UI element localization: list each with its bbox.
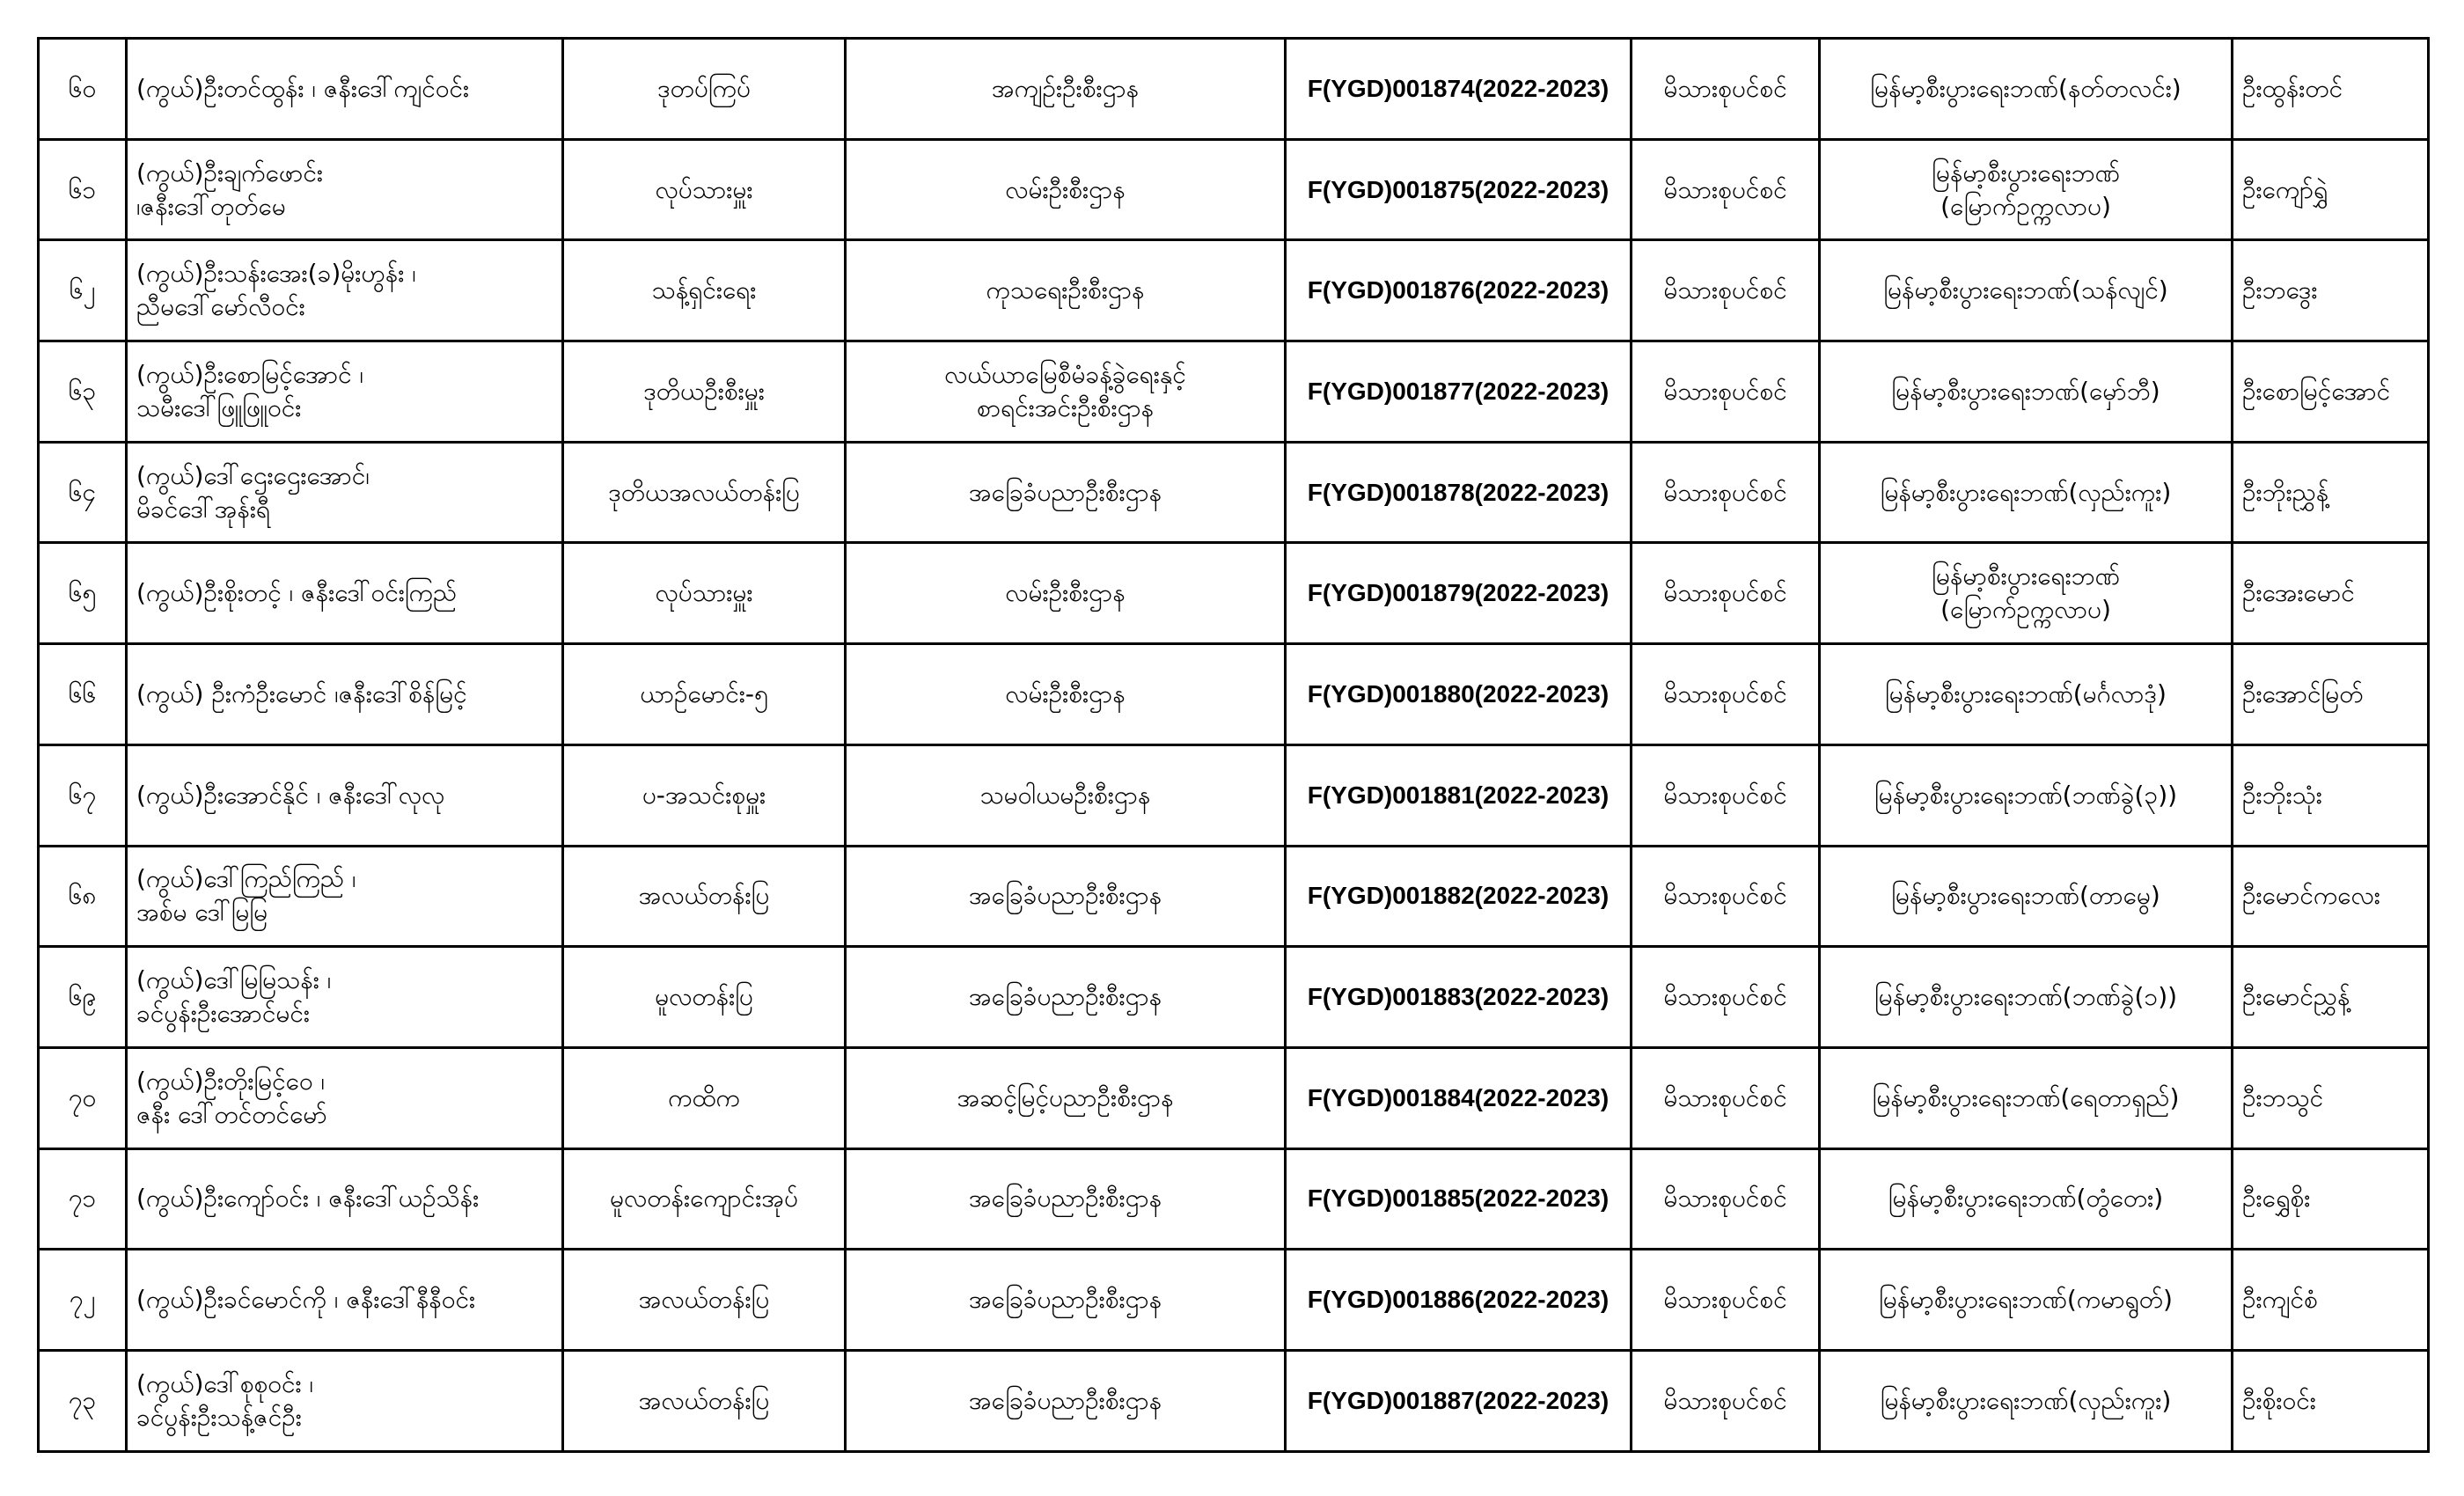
deceased-and-heir-name-cell [127, 543, 563, 644]
pension-code-cell: F(YGD)001881(2022-2023) [1286, 744, 1632, 846]
approver-name-cell: ဦးစောမြင့်အောင် [2233, 341, 2429, 443]
pension-type-cell: မိသားစုပင်စင် [1632, 240, 1820, 341]
deceased-and-heir-name-cell [127, 947, 563, 1048]
position-line: အလယ်တန်းပြ [638, 1285, 770, 1315]
department-line: လမ်းဦးစီးဌာန [1005, 174, 1126, 204]
department-cell [846, 139, 1286, 240]
bank-branch-line: မြန်မာ့စီးပွားရေးဘဏ်(ဘဏ်ခွဲ(၃)) [1874, 780, 2178, 810]
bank-branch-cell [1820, 442, 2233, 543]
pension-code-cell: F(YGD)001877(2022-2023) [1286, 341, 1632, 443]
pension-code-cell: F(YGD)001879(2022-2023) [1286, 543, 1632, 644]
position-cell [563, 1350, 846, 1451]
bank-branch-cell [1820, 1350, 2233, 1451]
department-line: အဆင့်မြင့်ပညာဦးစီးဌာန [957, 1082, 1174, 1112]
position-line: ကထိက [668, 1082, 740, 1112]
pension-type-cell: မိသားစုပင်စင် [1632, 442, 1820, 543]
position-cell [563, 1047, 846, 1148]
deceased-and-heir-name-line: (ကွယ်)ဦးစောမြင့်အောင် ၊ [136, 359, 363, 389]
deceased-and-heir-name-line: သမီးဒေါ်ဖြူဖြူဝင်း [136, 392, 302, 422]
row-number-cell: ၆၇ [39, 744, 127, 846]
deceased-and-heir-name-cell [127, 644, 563, 745]
bank-branch-cell [1820, 39, 2233, 140]
deceased-and-heir-name-line: (ကွယ်)ဦးအောင်နိုင် ၊ ဇနီးဒေါ်လုလု [136, 780, 445, 810]
row-number-cell: ၇၁ [39, 1148, 127, 1250]
deceased-and-heir-name-cell [127, 442, 563, 543]
department-line: လယ်ယာမြေစီမံခန့်ခွဲရေးနှင့် [944, 359, 1186, 389]
table-row [39, 240, 2429, 341]
bank-branch-line: မြန်မာ့စီးပွားရေးဘဏ်(နတ်တလင်း) [1870, 73, 2182, 103]
position-line: ဒုတိယအလယ်တန်းပြ [608, 477, 800, 507]
department-cell [846, 1148, 1286, 1250]
position-line: သန့်ရှင်းရေး [651, 275, 757, 305]
bank-branch-line: မြန်မာ့စီးပွားရေးဘဏ်(လှည်းကူး) [1880, 1385, 2172, 1415]
row-number-cell: ၆၃ [39, 341, 127, 443]
deceased-and-heir-name-line: (ကွယ်)ဦးခင်မောင်ကို ၊ ဇနီးဒေါ်နီနီဝင်း [136, 1285, 476, 1315]
bank-branch-cell [1820, 240, 2233, 341]
approver-name-cell: ဦးအောင်မြတ် [2233, 644, 2429, 745]
deceased-and-heir-name-line: (ကွယ်)ဒေါ်ကြည်ကြည် ၊ [136, 864, 356, 894]
table-row [39, 1350, 2429, 1451]
deceased-and-heir-name-cell [127, 139, 563, 240]
table-row [39, 139, 2429, 240]
pension-type-cell: မိသားစုပင်စင် [1632, 39, 1820, 140]
row-number-cell: ၇၀ [39, 1047, 127, 1148]
position-cell [563, 543, 846, 644]
pension-code-cell: F(YGD)001880(2022-2023) [1286, 644, 1632, 745]
department-line: လမ်းဦးစီးဌာန [1005, 578, 1126, 608]
deceased-and-heir-name-cell [127, 744, 563, 846]
bank-branch-cell [1820, 341, 2233, 443]
department-cell [846, 543, 1286, 644]
pension-type-cell: မိသားစုပင်စင် [1632, 341, 1820, 443]
row-number-cell: ၆၄ [39, 442, 127, 543]
bank-branch-line: မြန်မာ့စီးပွားရေးဘဏ်(မင်္ဂလာဒုံ) [1885, 678, 2167, 708]
position-cell [563, 341, 846, 443]
bank-branch-line: မြန်မာ့စီးပွားရေးဘဏ်(တွံတေး) [1888, 1184, 2164, 1214]
table-row [39, 644, 2429, 745]
pension-type-cell: မိသားစုပင်စင် [1632, 744, 1820, 846]
position-cell [563, 442, 846, 543]
pension-code-cell: F(YGD)001885(2022-2023) [1286, 1148, 1632, 1250]
bank-branch-line: မြန်မာ့စီးပွားရေးဘဏ်(မှော်ဘီ) [1891, 376, 2160, 406]
bank-branch-line: (မြောက်ဥက္ကလာပ) [1940, 595, 2111, 625]
department-line: အခြေခံပညာဦးစီးဌာန [968, 1285, 1162, 1315]
deceased-and-heir-name-line: ခင်ပွန်းဦးသန့်ဇင်ဦး [136, 1402, 302, 1432]
deceased-and-heir-name-line: ၊ဇနီးဒေါ်တုတ်မေ [136, 191, 286, 221]
table-row [39, 744, 2429, 846]
department-line: အကျဉ်းဦးစီးဌာန [991, 73, 1140, 103]
row-number-cell: ၆၀ [39, 39, 127, 140]
row-number-cell: ၆၁ [39, 139, 127, 240]
position-cell [563, 1250, 846, 1351]
position-line: အလယ်တန်းပြ [638, 881, 770, 911]
deceased-and-heir-name-line: (ကွယ်)ဒေါ်စုစုဝင်း ၊ [136, 1368, 313, 1398]
pension-code-cell: F(YGD)001886(2022-2023) [1286, 1250, 1632, 1351]
deceased-and-heir-name-line: အစ်မ ဒေါ်မြမြ [136, 898, 268, 928]
deceased-and-heir-name-line: (ကွယ်) ဦးကံဦးမောင် ၊ဇနီးဒေါ်စိန်မြင့် [136, 678, 467, 708]
bank-branch-line: မြန်မာ့စီးပွားရေးဘဏ်(လှည်းကူး) [1880, 477, 2172, 507]
bank-branch-cell [1820, 947, 2233, 1048]
department-line: အခြေခံပညာဦးစီးဌာန [968, 1385, 1162, 1415]
approver-name-cell: ဦးမောင်ကလေး [2233, 846, 2429, 947]
department-cell [846, 947, 1286, 1048]
position-line: လုပ်သားမှူး [655, 578, 753, 608]
position-line: အလယ်တန်းပြ [638, 1385, 770, 1415]
pension-records-table [37, 37, 2430, 1453]
table-row [39, 341, 2429, 443]
position-line: လုပ်သားမှူး [655, 174, 753, 204]
department-cell [846, 1250, 1286, 1351]
deceased-and-heir-name-line: မိခင်ဒေါ်အုန်းရီ [136, 494, 271, 524]
department-cell [846, 644, 1286, 745]
approver-name-cell: ဦးဘိုးသုံး [2233, 744, 2429, 846]
position-line: မူလတန်းကျောင်းအုပ် [610, 1184, 798, 1214]
department-cell [846, 1350, 1286, 1451]
position-cell [563, 139, 846, 240]
deceased-and-heir-name-line: (ကွယ်)ဦးတင်ထွန်း ၊ ဇနီးဒေါ်ကျင်ဝင်း [136, 73, 470, 103]
deceased-and-heir-name-cell [127, 1250, 563, 1351]
approver-name-cell: ဦးအေးမောင် [2233, 543, 2429, 644]
approver-name-cell: ဦးဘဒွေး [2233, 240, 2429, 341]
pension-type-cell: မိသားစုပင်စင် [1632, 1047, 1820, 1148]
bank-branch-cell [1820, 139, 2233, 240]
department-line: သမဝါယမဦးစီးဌာန [979, 780, 1151, 810]
deceased-and-heir-name-line: ဇနီး ဒေါ်တင်တင်မော် [136, 1099, 327, 1129]
approver-name-cell: ဦးမောင်ညွှန့် [2233, 947, 2429, 1048]
pension-code-cell: F(YGD)001884(2022-2023) [1286, 1047, 1632, 1148]
table-row [39, 442, 2429, 543]
approver-name-cell: ဦးရွှေစိုး [2233, 1148, 2429, 1250]
position-cell [563, 644, 846, 745]
deceased-and-heir-name-cell [127, 846, 563, 947]
deceased-and-heir-name-line: (ကွယ်)ဒေါ်ဌေးဌေးအောင်၊ [136, 460, 370, 490]
department-line: လမ်းဦးစီးဌာန [1005, 678, 1126, 708]
table-row [39, 39, 2429, 140]
bank-branch-line: မြန်မာ့စီးပွားရေးဘဏ် [1932, 561, 2120, 591]
bank-branch-line: မြန်မာ့စီးပွားရေးဘဏ် [1932, 158, 2120, 187]
department-cell [846, 39, 1286, 140]
deceased-and-heir-name-cell [127, 1350, 563, 1451]
approver-name-cell: ဦးဘသွင် [2233, 1047, 2429, 1148]
position-cell [563, 39, 846, 140]
department-line: အခြေခံပညာဦးစီးဌာန [968, 982, 1162, 1012]
bank-branch-cell [1820, 1047, 2233, 1148]
approver-name-cell: ဦးထွန်းတင် [2233, 39, 2429, 140]
bank-branch-cell [1820, 1148, 2233, 1250]
table-row [39, 1148, 2429, 1250]
department-cell [846, 846, 1286, 947]
pension-type-cell: မိသားစုပင်စင် [1632, 947, 1820, 1048]
approver-name-cell: ဦးကျင်စံ [2233, 1250, 2429, 1351]
row-number-cell: ၆၈ [39, 846, 127, 947]
department-cell [846, 341, 1286, 443]
row-number-cell: ၆၂ [39, 240, 127, 341]
pension-type-cell: မိသားစုပင်စင် [1632, 846, 1820, 947]
table-row [39, 1250, 2429, 1351]
department-cell [846, 1047, 1286, 1148]
row-number-cell: ၇၃ [39, 1350, 127, 1451]
approver-name-cell: ဦးစိုးဝင်း [2233, 1350, 2429, 1451]
table-row [39, 543, 2429, 644]
bank-branch-cell [1820, 1250, 2233, 1351]
department-cell [846, 442, 1286, 543]
deceased-and-heir-name-line: (ကွယ်)ဦးကျော်ဝင်း ၊ ဇနီးဒေါ်ယဉ်သိန်း [136, 1184, 480, 1214]
deceased-and-heir-name-line: (ကွယ်)ဒေါ်မြမြသန်း ၊ [136, 965, 332, 995]
bank-branch-line: မြန်မာ့စီးပွားရေးဘဏ်(သန်လျင်) [1883, 275, 2168, 305]
deceased-and-heir-name-cell [127, 1047, 563, 1148]
department-line: အခြေခံပညာဦးစီးဌာန [968, 477, 1162, 507]
deceased-and-heir-name-line: (ကွယ်)ဦးချက်ဖောင်း [136, 158, 323, 187]
department-line: စာရင်းအင်းဦးစီးဌာန [976, 392, 1155, 422]
pension-type-cell: မိသားစုပင်စင် [1632, 644, 1820, 745]
position-line: ယာဉ်မောင်း-၅ [640, 678, 768, 708]
deceased-and-heir-name-cell [127, 240, 563, 341]
table-row [39, 947, 2429, 1048]
pension-type-cell: မိသားစုပင်စင် [1632, 543, 1820, 644]
pension-type-cell: မိသားစုပင်စင် [1632, 139, 1820, 240]
department-line: ကုသရေးဦးစီးဌာန [986, 275, 1145, 305]
position-line: ဒုတပ်ကြပ် [657, 73, 751, 103]
pension-code-cell: F(YGD)001874(2022-2023) [1286, 39, 1632, 140]
table-row [39, 846, 2429, 947]
department-line: အခြေခံပညာဦးစီးဌာန [968, 1184, 1162, 1214]
position-cell [563, 1148, 846, 1250]
deceased-and-heir-name-line: ခင်ပွန်းဦးအောင်မင်း [136, 999, 310, 1029]
position-cell [563, 947, 846, 1048]
position-line: ဒုတိယဦးစီးမှူး [643, 376, 765, 406]
bank-branch-cell [1820, 644, 2233, 745]
row-number-cell: ၆၆ [39, 644, 127, 745]
bank-branch-line: မြန်မာ့စီးပွားရေးဘဏ်(ဘဏ်ခွဲ(၁)) [1874, 982, 2178, 1012]
row-number-cell: ၆၅ [39, 543, 127, 644]
position-cell [563, 846, 846, 947]
pension-code-cell: F(YGD)001878(2022-2023) [1286, 442, 1632, 543]
pension-code-cell: F(YGD)001883(2022-2023) [1286, 947, 1632, 1048]
position-line: ပ-အသင်းစုမှူး [642, 780, 766, 810]
deceased-and-heir-name-cell [127, 341, 563, 443]
pension-type-cell: မိသားစုပင်စင် [1632, 1250, 1820, 1351]
deceased-and-heir-name-line: ညီမဒေါ်မော်လီဝင်း [136, 292, 305, 322]
row-number-cell: ၇၂ [39, 1250, 127, 1351]
approver-name-cell: ဦးဘိုးညွှန့် [2233, 442, 2429, 543]
position-line: မူလတန်းပြ [655, 982, 753, 1012]
bank-branch-line: မြန်မာ့စီးပွားရေးဘဏ်(တာမွေ) [1891, 881, 2160, 911]
deceased-and-heir-name-cell [127, 1148, 563, 1250]
row-number-cell: ၆၉ [39, 947, 127, 1048]
pension-code-cell: F(YGD)001876(2022-2023) [1286, 240, 1632, 341]
pension-code-cell: F(YGD)001882(2022-2023) [1286, 846, 1632, 947]
department-cell [846, 240, 1286, 341]
approver-name-cell: ဦးကျော်ရွှဲ [2233, 139, 2429, 240]
table-row [39, 1047, 2429, 1148]
position-cell [563, 240, 846, 341]
deceased-and-heir-name-cell [127, 39, 563, 140]
pension-type-cell: မိသားစုပင်စင် [1632, 1350, 1820, 1451]
bank-branch-line: မြန်မာ့စီးပွားရေးဘဏ်(ကမာရွတ်) [1879, 1285, 2173, 1315]
pension-code-cell: F(YGD)001875(2022-2023) [1286, 139, 1632, 240]
deceased-and-heir-name-line: (ကွယ်)ဦးသန်းအေး(ခ)မိုးဟွန်း ၊ [136, 259, 416, 289]
bank-branch-cell [1820, 543, 2233, 644]
bank-branch-cell [1820, 846, 2233, 947]
bank-branch-cell [1820, 744, 2233, 846]
department-cell [846, 744, 1286, 846]
bank-branch-line: မြန်မာ့စီးပွားရေးဘဏ်(ရေတာရှည်) [1872, 1082, 2180, 1112]
deceased-and-heir-name-line: (ကွယ်)ဦးတိုးမြင့်ဝေ ၊ [136, 1066, 325, 1096]
position-cell [563, 744, 846, 846]
deceased-and-heir-name-line: (ကွယ်)ဦးစိုးတင့် ၊ ဇနီးဒေါ်ဝင်းကြည် [136, 578, 458, 608]
bank-branch-line: (မြောက်ဥက္ကလာပ) [1940, 191, 2111, 221]
pension-code-cell: F(YGD)001887(2022-2023) [1286, 1350, 1632, 1451]
pension-type-cell: မိသားစုပင်စင် [1632, 1148, 1820, 1250]
department-line: အခြေခံပညာဦးစီးဌာန [968, 881, 1162, 911]
